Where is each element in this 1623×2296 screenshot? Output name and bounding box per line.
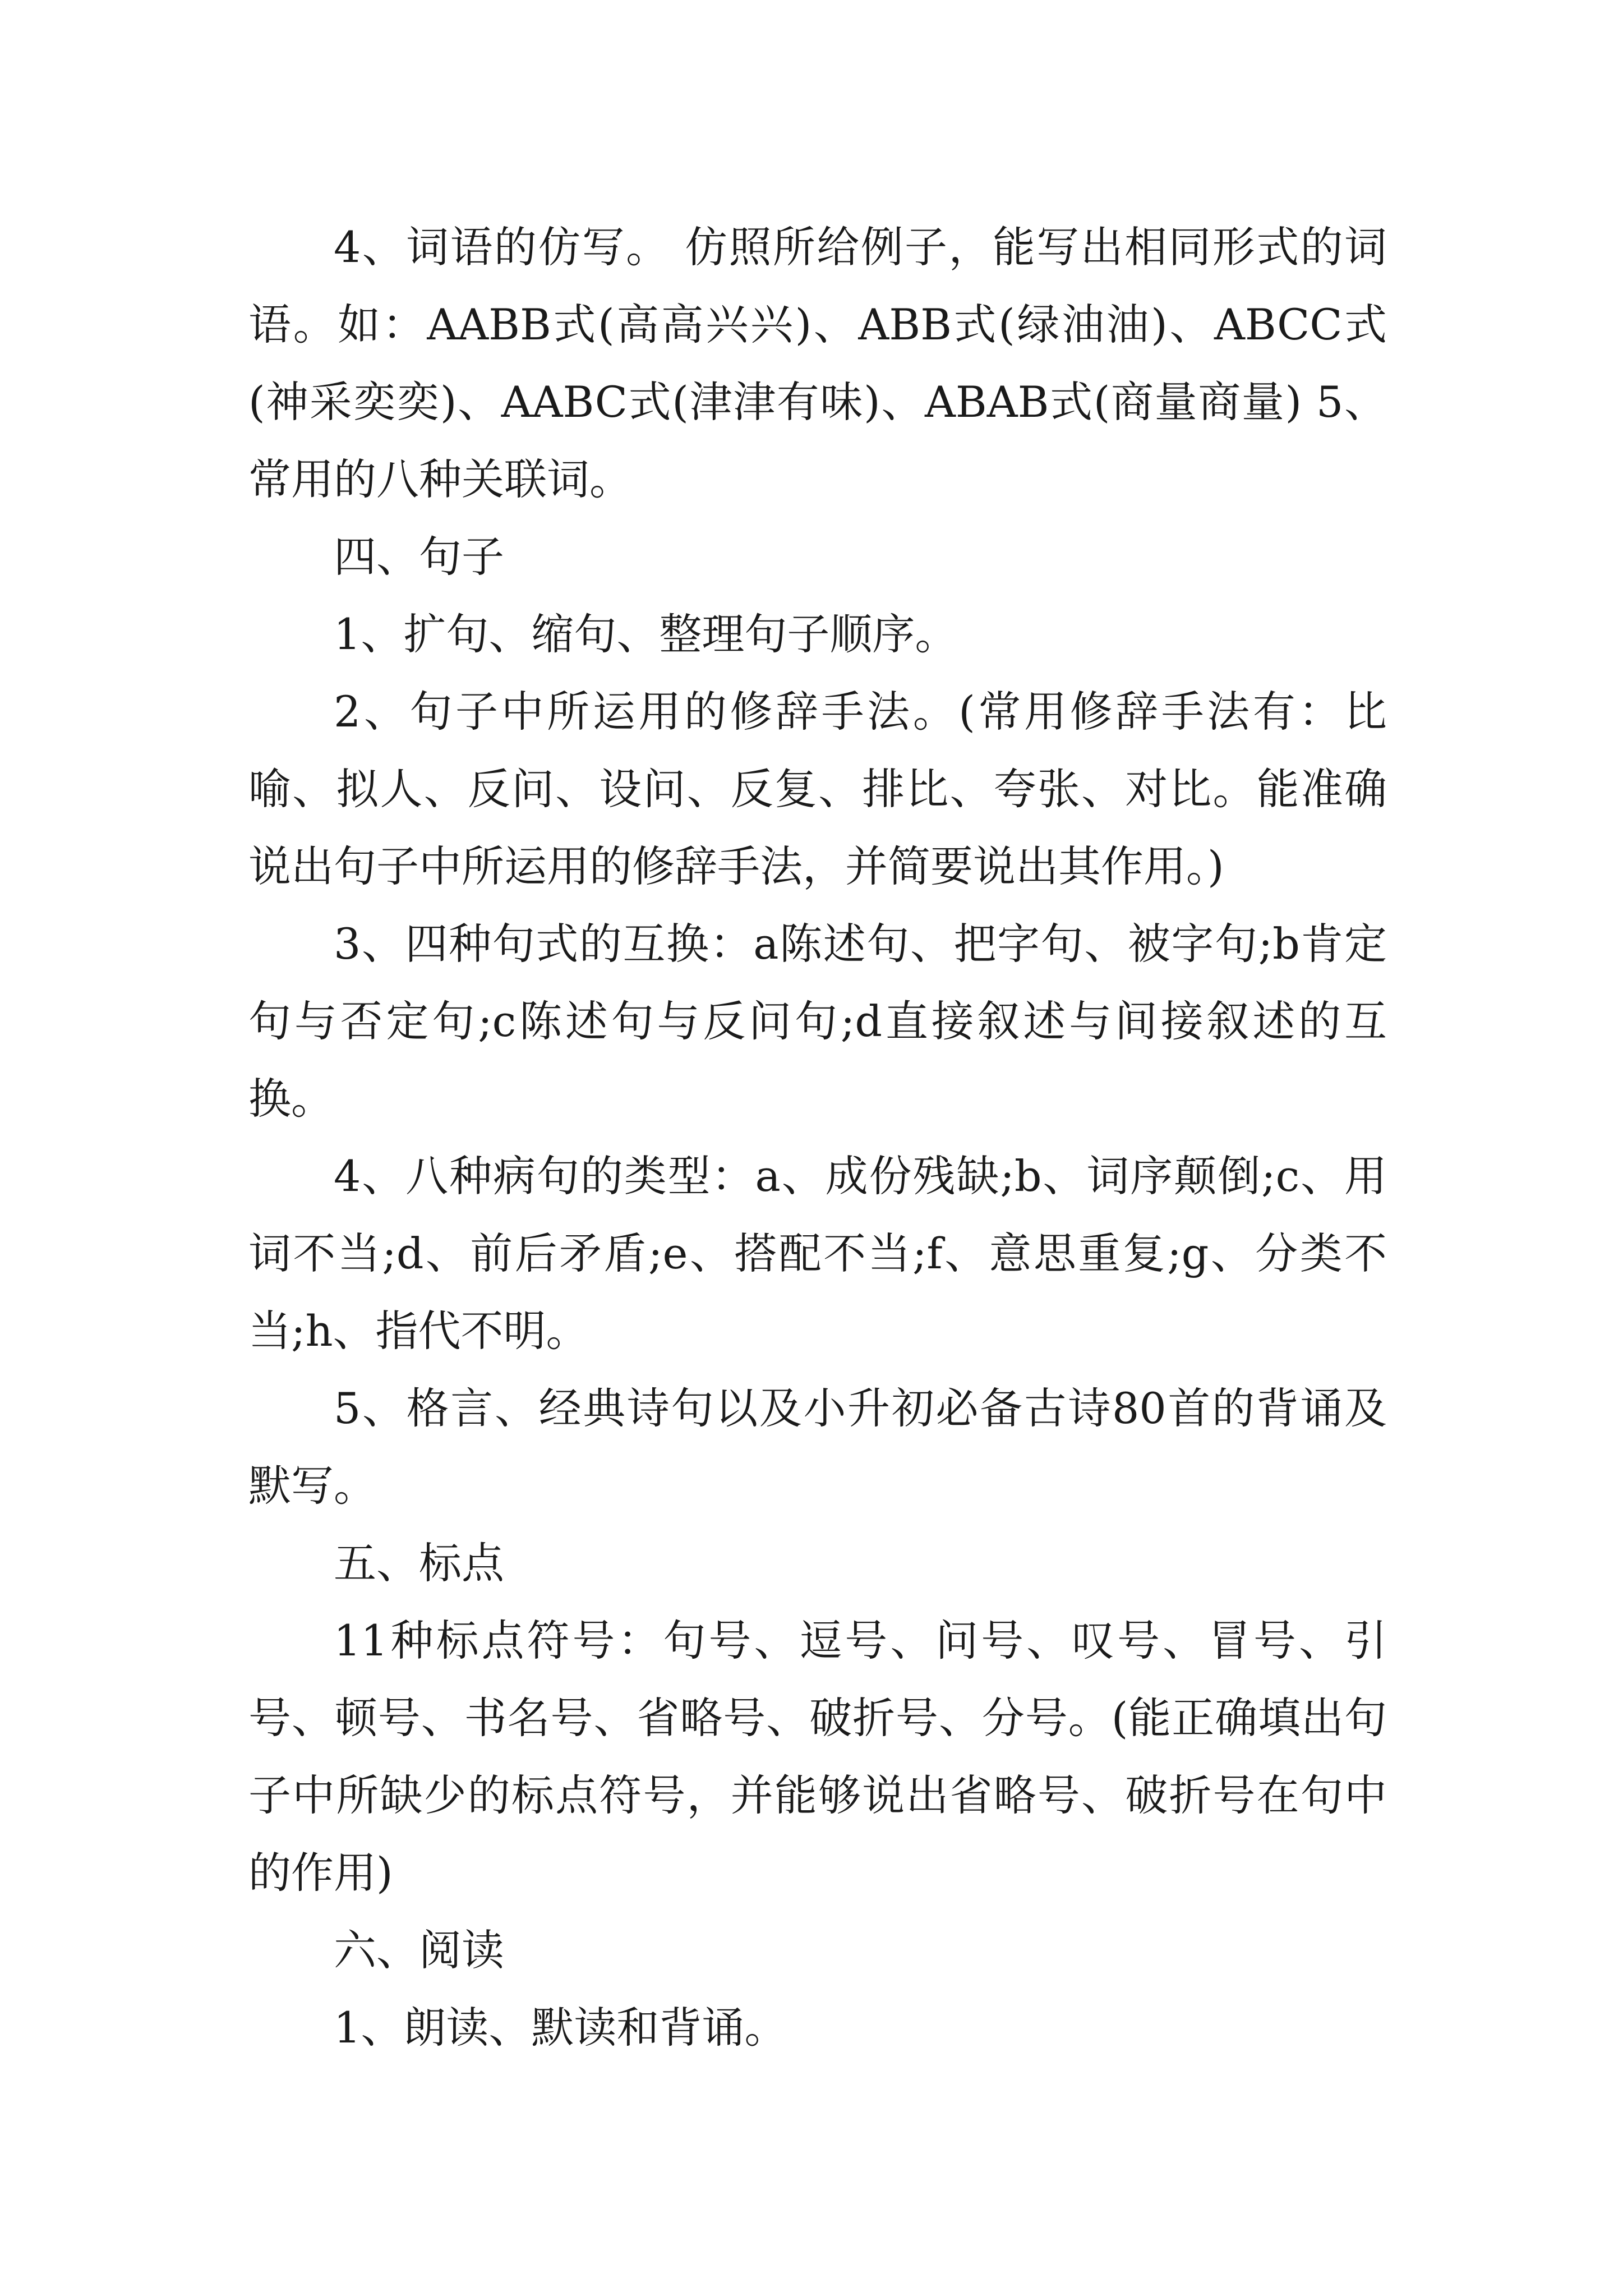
document-body [248,209,1387,2067]
section-heading-reading: 六、阅读 [334,1925,504,1975]
paragraph-punctuation-marks: 11种标点符号：句号、逗号、问号、叹号、冒号、引号、顿号、书名号、省略号、破折号、分号。(能正确填出句子中所缺少的标点符号，并能够说出省略号、破折号在句中的作用) [248,1616,1387,1898]
section-heading-punctuation: 五、标点 [334,1538,504,1588]
paragraph-sentence-expansion: 1、扩句、缩句、整理句子顺序。 [334,609,958,659]
section-heading-sentences: 四、句子 [334,532,504,582]
paragraph-poem-recitation: 5、格言、经典诗句以及小升初必备古诗80首的背诵及默写。 [248,1383,1387,1511]
paragraph-word-imitation: 4、词语的仿写。 仿照所给例子，能写出相同形式的词语。如：AABB式(高高兴兴)、ABB式(绿油油)、ABCC式(神采奕奕)、AABC式(津津有味)、ABAB式(商量商量) 5、常用的八种关联词。 [248,222,1387,504]
paragraph-rhetorical-devices: 2、句子中所运用的修辞手法。(常用修辞手法有：比喻、拟人、反问、设问、反复、排比、夸张、对比。能准确说出句子中所运用的修辞手法，并简要说出其作用。) [248,687,1387,891]
paragraph-reading-methods: 1、朗读、默读和背诵。 [334,2003,787,2053]
paragraph-sentence-conversion: 3、四种句式的互换：a陈述句、把字句、被字句;b肯定句与否定句;c陈述句与反问句;d直接叙述与间接叙述的互换。 [248,919,1387,1124]
paragraph-faulty-sentences: 4、八种病句的类型：a、成份残缺;b、词序颠倒;c、用词不当;d、前后矛盾;e、搭配不当;f、意思重复;g、分类不当;h、指代不明。 [248,1151,1387,1356]
